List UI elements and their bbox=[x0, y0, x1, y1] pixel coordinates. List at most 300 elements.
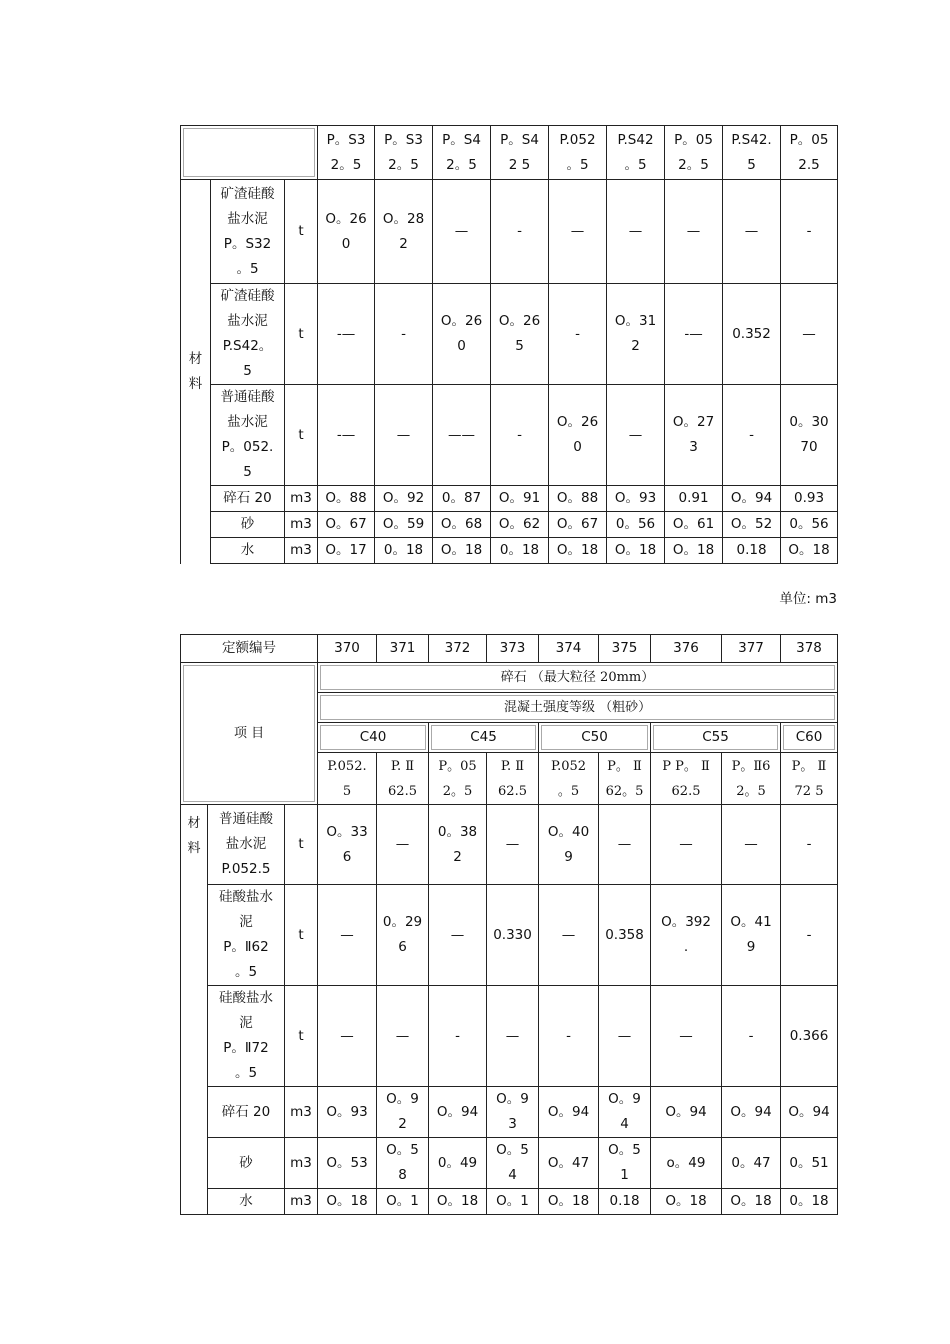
cement-spec-line: 2。5 bbox=[678, 156, 709, 173]
value-line: 0.352 bbox=[732, 325, 771, 342]
value-line: - bbox=[806, 223, 812, 239]
value-line: - bbox=[806, 836, 812, 852]
value-cell bbox=[651, 1138, 722, 1189]
value-cell bbox=[318, 1189, 377, 1215]
value-line: — bbox=[505, 1027, 520, 1044]
material-name bbox=[208, 805, 285, 885]
cement-spec-header bbox=[781, 126, 838, 180]
value-line: O。1 bbox=[386, 1193, 419, 1209]
value-cell bbox=[651, 986, 722, 1087]
quota-number: 374 bbox=[539, 635, 599, 663]
value-cell bbox=[429, 1087, 487, 1138]
value-cell bbox=[375, 538, 433, 564]
value-line: O。18 bbox=[788, 542, 830, 558]
value-line: O。26 bbox=[556, 414, 599, 430]
cement-spec-line: 2。5 bbox=[736, 783, 766, 799]
table-row bbox=[181, 538, 838, 564]
value-cell bbox=[375, 512, 433, 538]
value-line: 0。18 bbox=[499, 542, 540, 558]
cement-spec-header bbox=[607, 126, 665, 180]
material-name-line: 矿渣硅酸 bbox=[220, 185, 275, 202]
material-name-line: 。5 bbox=[236, 260, 259, 277]
value-cell bbox=[318, 885, 377, 986]
value-cell bbox=[429, 986, 487, 1087]
value-cell bbox=[375, 180, 433, 284]
cement-spec-line: 2。5 bbox=[446, 156, 477, 173]
cement-spec-header bbox=[375, 126, 433, 180]
value-line: 6 bbox=[398, 939, 407, 955]
header-row bbox=[181, 126, 838, 180]
quota-number: 370 bbox=[318, 635, 377, 663]
table-row bbox=[181, 1138, 838, 1189]
unit-cell: m3 bbox=[285, 1189, 318, 1215]
value-line: — bbox=[617, 836, 632, 852]
value-cell bbox=[781, 986, 838, 1087]
cement-spec-line: P. Ⅱ bbox=[500, 758, 525, 774]
value-cell bbox=[549, 486, 607, 512]
value-line: — bbox=[617, 1027, 632, 1044]
value-cell bbox=[318, 180, 375, 284]
value-cell bbox=[781, 385, 838, 486]
value-line: — bbox=[744, 223, 759, 239]
value-cell bbox=[318, 986, 377, 1087]
value-line: 70 bbox=[800, 439, 818, 455]
cement-spec-line: P。 Ⅱ bbox=[607, 758, 642, 774]
value-line: — bbox=[802, 325, 816, 342]
value-line: O。59 bbox=[382, 516, 425, 532]
value-line: O。91 bbox=[498, 490, 541, 506]
value-line: - bbox=[401, 325, 406, 342]
value-line: 2 bbox=[631, 338, 640, 354]
grade-cell: C45 bbox=[429, 723, 539, 753]
value-line: O。26 bbox=[325, 210, 367, 227]
value-cell bbox=[377, 885, 429, 986]
material-name-line: 盐水泥 bbox=[225, 836, 267, 852]
value-line: O。9 bbox=[496, 1091, 529, 1107]
unit-cell: t bbox=[285, 885, 318, 986]
value-line: 3 bbox=[508, 1116, 517, 1132]
material-name bbox=[211, 486, 285, 512]
value-line: 9 bbox=[564, 848, 573, 865]
value-line: O。40 bbox=[547, 823, 590, 840]
value-cell bbox=[781, 805, 838, 885]
value-cell bbox=[318, 385, 375, 486]
value-cell bbox=[375, 385, 433, 486]
quota-number: 375 bbox=[599, 635, 651, 663]
value-line: 0。30 bbox=[789, 414, 829, 430]
table-row bbox=[181, 385, 838, 486]
cement-spec-line: P。05 bbox=[674, 131, 713, 148]
value-line: - bbox=[517, 426, 522, 443]
unit-cell: t bbox=[285, 986, 318, 1087]
cement-spec-header bbox=[539, 753, 599, 805]
value-line: 0.330 bbox=[493, 926, 532, 943]
group-char-line: 料 bbox=[187, 841, 201, 856]
table-row bbox=[181, 1189, 838, 1215]
value-line: - bbox=[748, 1027, 754, 1044]
value-cell bbox=[607, 538, 665, 564]
unit-note: 单位: m3 bbox=[779, 591, 837, 607]
quota-label: 定额编号 bbox=[181, 635, 318, 663]
value-cell bbox=[651, 885, 722, 986]
unit-cell: t bbox=[285, 385, 318, 486]
quota-number: 372 bbox=[429, 635, 487, 663]
value-line: O。94 bbox=[436, 1103, 479, 1120]
value-line: O。62 bbox=[498, 516, 541, 532]
cement-spec-line: P.052. bbox=[327, 758, 367, 774]
value-line: O。392 bbox=[661, 914, 711, 930]
quota-row bbox=[181, 635, 838, 663]
material-name-line: P.S42。 bbox=[222, 338, 273, 354]
material-name-line: 水 bbox=[239, 1193, 253, 1209]
value-cell bbox=[433, 512, 491, 538]
value-line: -— bbox=[684, 325, 703, 342]
table-row bbox=[181, 805, 838, 885]
value-cell bbox=[539, 1189, 599, 1215]
value-line: . bbox=[683, 939, 689, 955]
cement-spec-line: 2.5 bbox=[798, 156, 820, 173]
cement-spec-header bbox=[433, 126, 491, 180]
value-cell bbox=[318, 1087, 377, 1138]
material-name bbox=[208, 1189, 285, 1215]
group-char-line: 料 bbox=[188, 375, 203, 392]
value-cell bbox=[491, 538, 549, 564]
value-line: — bbox=[340, 926, 354, 943]
value-cell bbox=[651, 1189, 722, 1215]
value-cell bbox=[723, 385, 781, 486]
value-cell bbox=[723, 180, 781, 284]
value-line: O。94 bbox=[547, 1103, 590, 1120]
material-name-line: 普通硅酸 bbox=[220, 389, 275, 405]
value-cell bbox=[487, 1087, 539, 1138]
value-cell bbox=[651, 805, 722, 885]
value-line: O。67 bbox=[325, 516, 367, 532]
value-line: O。88 bbox=[556, 490, 599, 506]
material-name-line: 泥 bbox=[239, 1015, 253, 1031]
material-name bbox=[211, 284, 285, 385]
value-cell bbox=[781, 486, 838, 512]
value-cell bbox=[487, 805, 539, 885]
material-name-line: P。Ⅱ72 bbox=[223, 1040, 269, 1056]
cement-spec-line: P。S3 bbox=[384, 131, 423, 148]
value-line: - bbox=[575, 325, 580, 342]
value-cell bbox=[599, 805, 651, 885]
cement-spec-header bbox=[599, 753, 651, 805]
material-name-line: 盐水泥 bbox=[227, 313, 268, 329]
value-cell bbox=[318, 805, 377, 885]
cement-spec-line: P。Ⅱ6 bbox=[731, 758, 771, 774]
value-cell bbox=[429, 1138, 487, 1189]
value-line: O。94 bbox=[665, 1103, 707, 1120]
value-line: — bbox=[679, 836, 693, 852]
material-name-line: 硅酸盐水 bbox=[219, 990, 273, 1006]
value-line: O。5 bbox=[496, 1142, 529, 1158]
value-cell bbox=[539, 1138, 599, 1189]
value-cell bbox=[318, 284, 375, 385]
value-line: O。93 bbox=[326, 1103, 368, 1120]
material-name-line: 碎石 20 bbox=[221, 1103, 271, 1120]
strength-grade-label: 混凝土强度等级 （粗砂） bbox=[318, 693, 838, 723]
value-cell bbox=[377, 986, 429, 1087]
value-line: 0。38 bbox=[437, 823, 478, 840]
value-cell bbox=[607, 284, 665, 385]
value-line: 6 bbox=[342, 848, 352, 865]
table-row bbox=[181, 180, 838, 284]
value-cell bbox=[429, 805, 487, 885]
value-line: — bbox=[454, 223, 469, 239]
value-cell bbox=[487, 1189, 539, 1215]
value-cell bbox=[491, 486, 549, 512]
cement-spec-line: 2。5 bbox=[388, 156, 419, 173]
value-line: O。18 bbox=[547, 1193, 590, 1209]
value-cell bbox=[491, 284, 549, 385]
value-line: — bbox=[628, 223, 643, 239]
value-cell bbox=[665, 284, 723, 385]
value-line: - bbox=[455, 1027, 460, 1044]
value-line: — bbox=[505, 836, 520, 852]
value-cell bbox=[487, 885, 539, 986]
value-line: O。67 bbox=[556, 516, 599, 532]
value-cell bbox=[539, 805, 599, 885]
value-cell bbox=[549, 538, 607, 564]
value-cell bbox=[433, 385, 491, 486]
material-name-line: 泥 bbox=[239, 914, 253, 930]
value-cell bbox=[723, 512, 781, 538]
value-cell bbox=[599, 885, 651, 986]
value-cell bbox=[781, 284, 838, 385]
value-cell bbox=[651, 1087, 722, 1138]
cement-spec-header bbox=[722, 753, 781, 805]
value-line: - bbox=[749, 426, 754, 443]
value-cell bbox=[491, 512, 549, 538]
quota-number: 373 bbox=[487, 635, 539, 663]
value-cell bbox=[433, 538, 491, 564]
value-line: 0。49 bbox=[437, 1154, 478, 1171]
value-cell bbox=[781, 885, 838, 986]
quota-number: 376 bbox=[651, 635, 722, 663]
cement-spec-header bbox=[318, 753, 377, 805]
value-line: O。5 bbox=[608, 1142, 641, 1158]
material-name-line: 5 bbox=[243, 363, 252, 379]
cement-spec-line: P.052 bbox=[550, 758, 587, 774]
value-line: 0 bbox=[457, 338, 466, 354]
value-cell bbox=[539, 986, 599, 1087]
value-line: —— bbox=[448, 426, 476, 443]
cement-spec-line: P。S4 bbox=[500, 131, 539, 148]
cement-spec-header bbox=[665, 126, 723, 180]
group-char-line: 材 bbox=[187, 816, 201, 831]
value-line: 0。56 bbox=[615, 516, 656, 532]
value-line: O。41 bbox=[730, 914, 772, 930]
unit-cell: m3 bbox=[285, 486, 318, 512]
value-cell bbox=[665, 512, 723, 538]
value-line: — bbox=[395, 836, 410, 852]
value-cell bbox=[781, 1189, 838, 1215]
value-line: 0.93 bbox=[793, 490, 825, 506]
unit-cell: m3 bbox=[285, 1138, 318, 1189]
cement-spec-line: 72 5 bbox=[794, 783, 824, 799]
material-name-line: P。052. bbox=[221, 439, 274, 455]
value-cell bbox=[491, 180, 549, 284]
value-cell bbox=[549, 180, 607, 284]
cement-spec-line: P.S42. bbox=[731, 131, 772, 148]
value-line: O。9 bbox=[608, 1091, 641, 1107]
value-cell bbox=[781, 512, 838, 538]
material-name-line: P。S32 bbox=[223, 235, 272, 252]
cement-spec-header bbox=[377, 753, 429, 805]
aggregate-row bbox=[181, 663, 838, 693]
value-line: — bbox=[450, 926, 465, 943]
value-line: O。94 bbox=[788, 1103, 830, 1120]
cement-spec-line: P.052 bbox=[559, 131, 596, 148]
value-line: 0 bbox=[573, 439, 582, 455]
unit-cell: t bbox=[285, 805, 318, 885]
grade-cell: C60 bbox=[781, 723, 838, 753]
unit-cell: t bbox=[285, 180, 318, 284]
value-cell bbox=[433, 180, 491, 284]
value-cell bbox=[723, 538, 781, 564]
value-line: O。9 bbox=[386, 1091, 419, 1107]
value-line: O。26 bbox=[440, 313, 483, 329]
value-line: 9 bbox=[746, 939, 756, 955]
value-cell bbox=[722, 1189, 781, 1215]
value-cell bbox=[723, 486, 781, 512]
value-line: O。94 bbox=[730, 1103, 772, 1120]
value-line: O。5 bbox=[386, 1142, 419, 1158]
material-name-line: 盐水泥 bbox=[227, 414, 268, 430]
cement-spec-line: 5 bbox=[747, 156, 756, 173]
cement-spec-line: 2。5 bbox=[330, 156, 362, 173]
value-cell bbox=[665, 538, 723, 564]
value-line: O。27 bbox=[672, 414, 715, 430]
material-name bbox=[211, 538, 285, 564]
value-line: O。18 bbox=[614, 542, 657, 558]
value-cell bbox=[487, 1138, 539, 1189]
material-name bbox=[211, 180, 285, 284]
table-row bbox=[181, 1087, 838, 1138]
value-line: O。53 bbox=[326, 1154, 368, 1171]
value-cell bbox=[491, 385, 549, 486]
value-cell bbox=[722, 805, 781, 885]
material-name bbox=[208, 986, 285, 1087]
value-cell bbox=[375, 486, 433, 512]
value-cell bbox=[607, 385, 665, 486]
table-row bbox=[181, 885, 838, 986]
value-cell bbox=[599, 1189, 651, 1215]
value-cell bbox=[722, 1138, 781, 1189]
value-cell bbox=[549, 385, 607, 486]
value-cell bbox=[607, 512, 665, 538]
value-line: — bbox=[744, 836, 758, 852]
value-cell bbox=[318, 486, 375, 512]
value-line: O。61 bbox=[672, 516, 715, 532]
cement-spec-header bbox=[549, 126, 607, 180]
cement-spec-header bbox=[651, 753, 722, 805]
value-line: O。33 bbox=[326, 823, 368, 840]
value-line: -— bbox=[336, 426, 356, 443]
value-line: 0.18 bbox=[609, 1193, 640, 1209]
material-group-label bbox=[181, 805, 208, 1215]
material-name-line: 碎石 20 bbox=[223, 490, 272, 506]
value-line: O。68 bbox=[440, 516, 483, 532]
value-cell bbox=[377, 1087, 429, 1138]
cement-spec-line: 62。5 bbox=[605, 783, 644, 799]
value-line: 8 bbox=[398, 1167, 407, 1183]
value-line: O。94 bbox=[730, 490, 773, 506]
cement-spec-line: 62.5 bbox=[671, 783, 701, 799]
value-cell bbox=[539, 1087, 599, 1138]
value-cell bbox=[665, 385, 723, 486]
material-name bbox=[211, 512, 285, 538]
value-line: 5 bbox=[515, 338, 524, 354]
value-line: 0。51 bbox=[789, 1154, 829, 1171]
value-line: o。49 bbox=[666, 1154, 706, 1171]
value-cell bbox=[549, 512, 607, 538]
unit-cell: m3 bbox=[285, 512, 318, 538]
value-line: 0 bbox=[341, 235, 351, 252]
value-line: O。18 bbox=[730, 1193, 772, 1209]
table-row bbox=[181, 486, 838, 512]
value-cell bbox=[599, 986, 651, 1087]
material-name-line: 砂 bbox=[240, 516, 255, 532]
value-line: 1 bbox=[620, 1167, 629, 1183]
value-cell bbox=[722, 986, 781, 1087]
material-name-line: P。Ⅱ62 bbox=[223, 939, 269, 955]
value-cell bbox=[665, 180, 723, 284]
value-line: — bbox=[570, 223, 585, 239]
cement-spec-line: P。S4 bbox=[442, 131, 481, 148]
item-label: 项 目 bbox=[181, 663, 318, 805]
cement-spec-line: 5 bbox=[342, 783, 352, 799]
cement-spec-header bbox=[429, 753, 487, 805]
cement-spec-line: P. Ⅱ bbox=[390, 758, 415, 774]
value-cell bbox=[665, 486, 723, 512]
material-name-line: 普通硅酸 bbox=[219, 811, 273, 827]
cement-spec-header bbox=[487, 753, 539, 805]
cement-spec-header bbox=[318, 126, 375, 180]
value-cell bbox=[318, 1138, 377, 1189]
material-name bbox=[208, 885, 285, 986]
value-line: O。88 bbox=[325, 490, 367, 506]
value-line: — bbox=[395, 1027, 410, 1044]
value-line: — bbox=[396, 426, 411, 443]
value-line: O。31 bbox=[614, 313, 657, 329]
material-name-line: 水 bbox=[240, 542, 255, 558]
value-line: - bbox=[566, 1027, 571, 1044]
value-cell bbox=[429, 1189, 487, 1215]
value-line: O。28 bbox=[382, 210, 425, 227]
value-line: 0.366 bbox=[789, 1027, 829, 1044]
material-group-label bbox=[181, 180, 211, 564]
material-name bbox=[211, 385, 285, 486]
value-cell bbox=[781, 538, 838, 564]
concrete-mix-table-1 bbox=[180, 125, 838, 564]
value-line: 0。18 bbox=[383, 542, 424, 558]
value-cell bbox=[487, 986, 539, 1087]
value-line: 0.358 bbox=[605, 926, 644, 943]
table-row bbox=[181, 512, 838, 538]
value-cell bbox=[549, 284, 607, 385]
material-name-line: 矿渣硅酸 bbox=[220, 288, 275, 304]
grade-cell: C40 bbox=[318, 723, 429, 753]
group-char-line: 材 bbox=[188, 350, 203, 367]
value-line: — bbox=[628, 426, 643, 443]
value-line: — bbox=[679, 1027, 693, 1044]
value-line: O。18 bbox=[556, 542, 599, 558]
material-name-line: P.052.5 bbox=[221, 861, 271, 877]
value-line: O。17 bbox=[325, 542, 367, 558]
value-line: — bbox=[340, 1027, 354, 1044]
